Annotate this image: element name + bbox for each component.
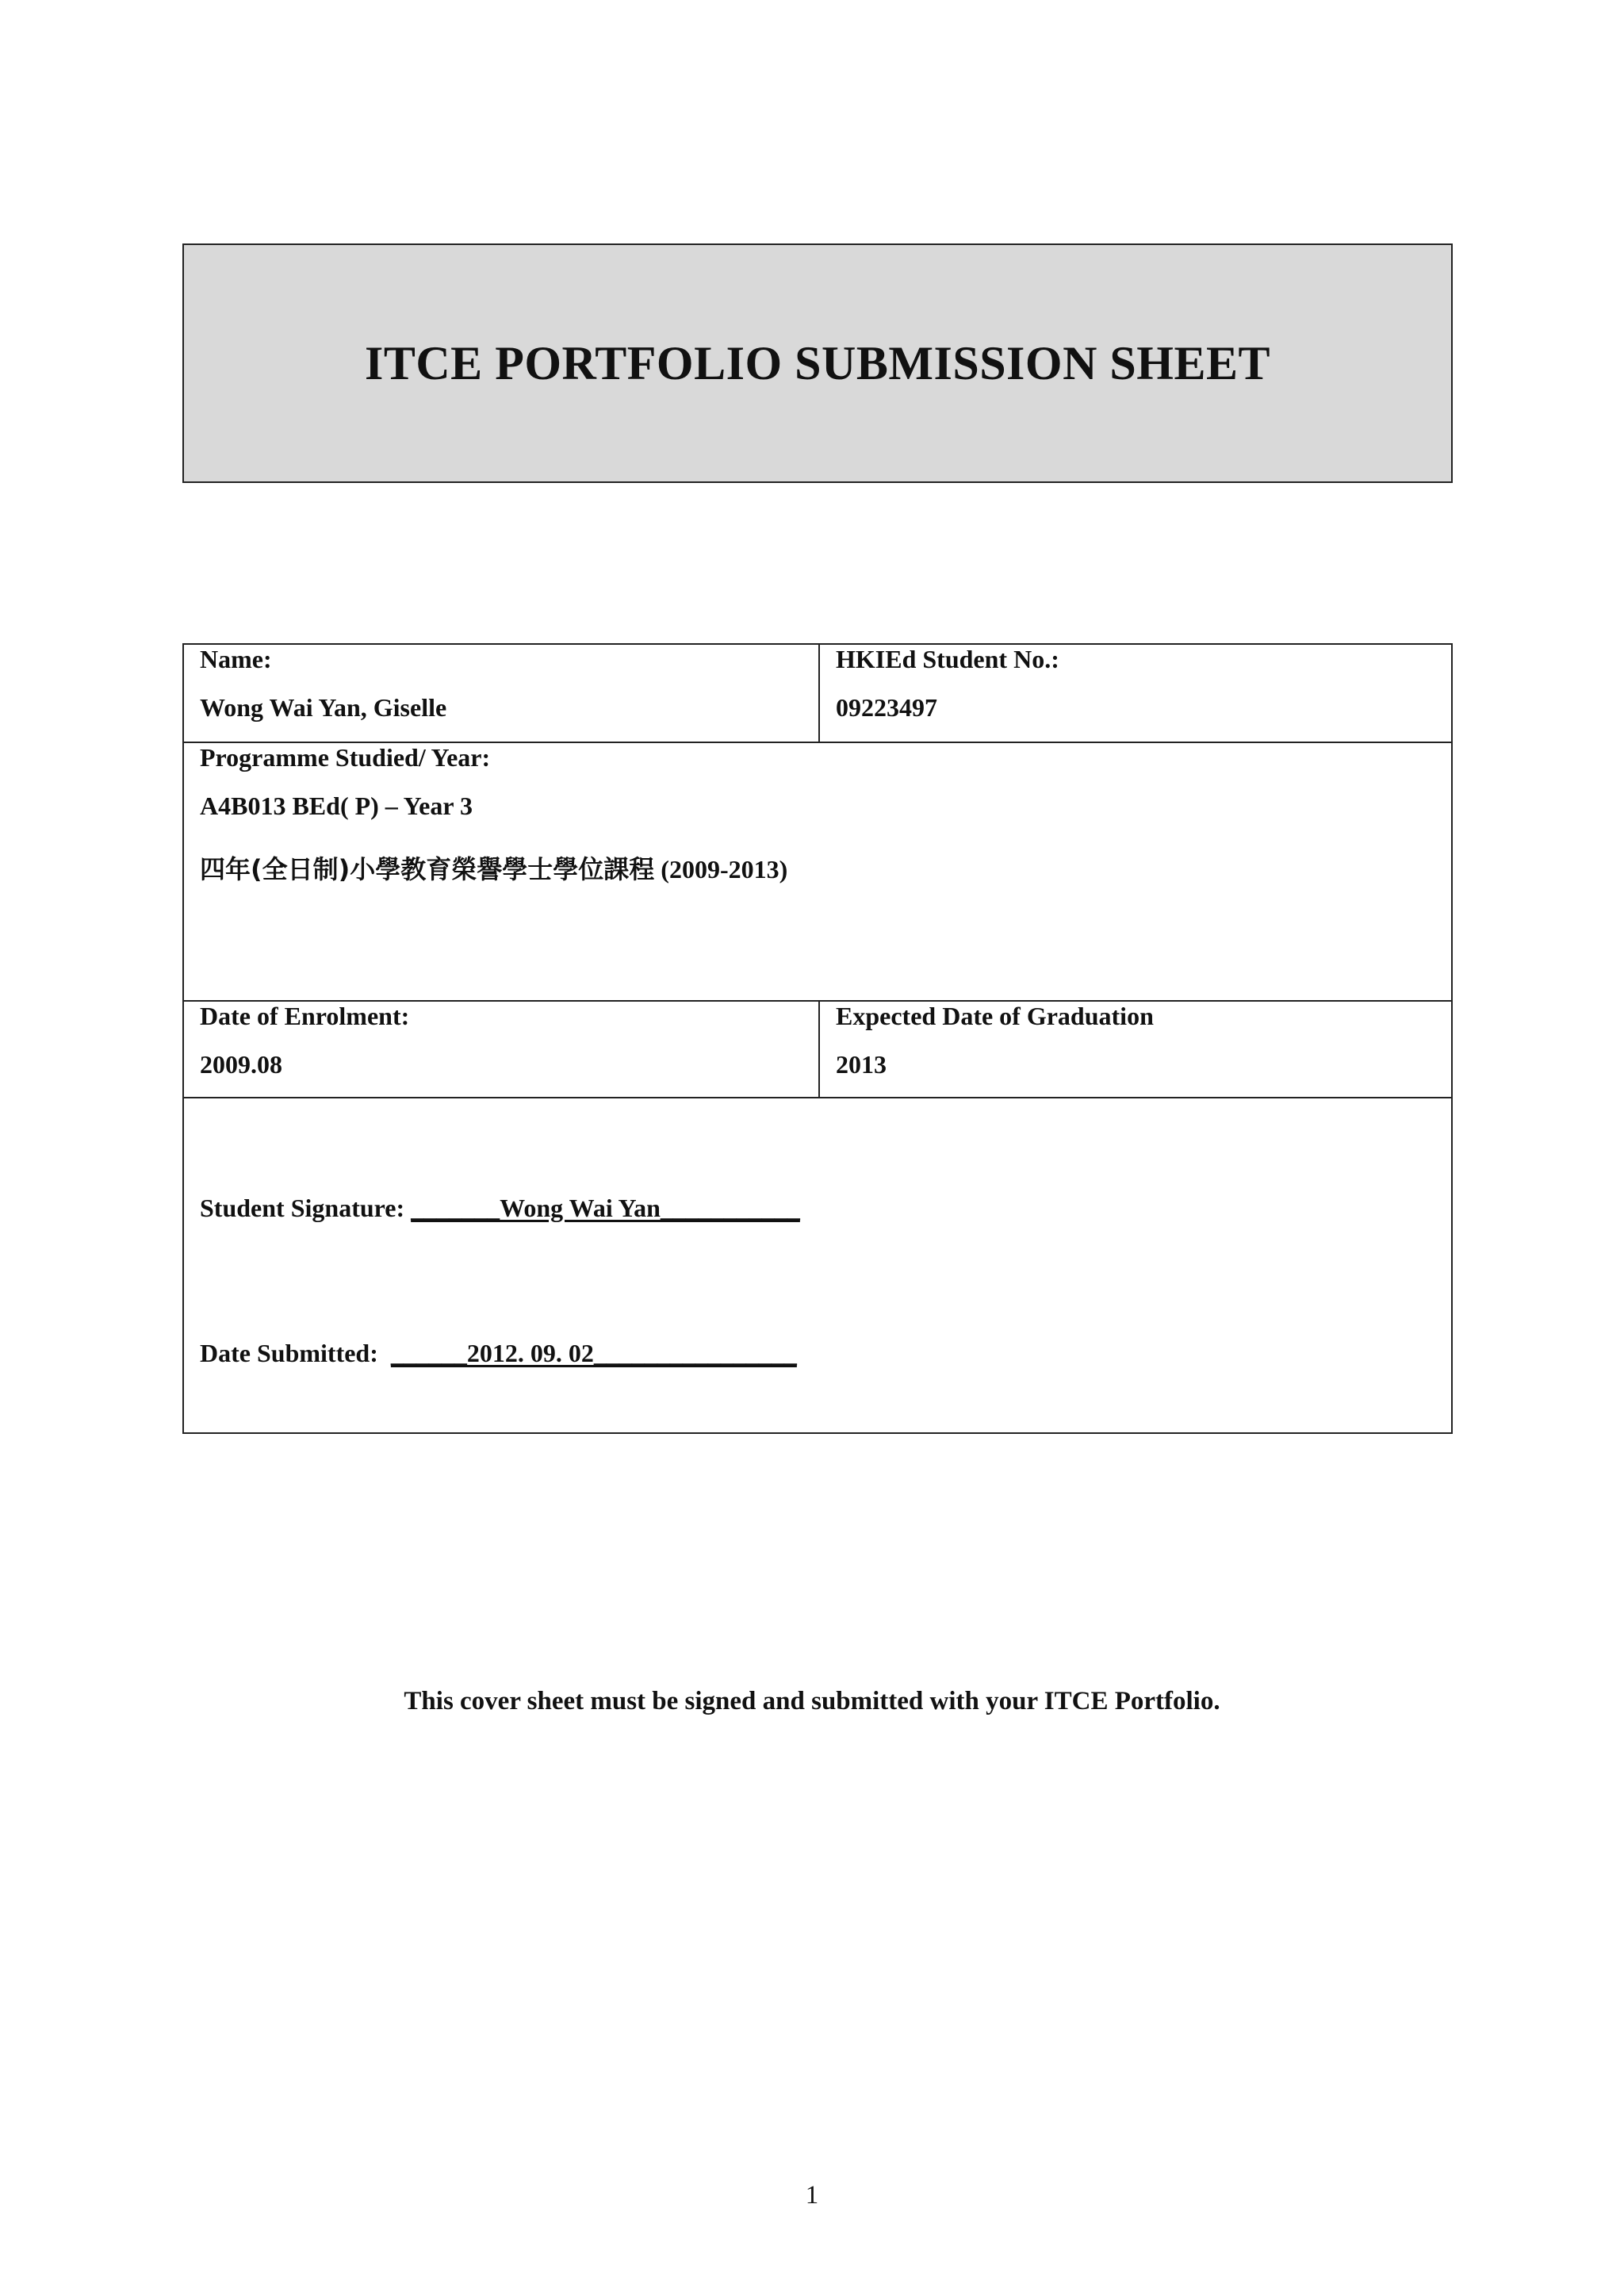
page-title: ITCE PORTFOLIO SUBMISSION SHEET [364,336,1271,389]
programme-cell [184,743,1451,1000]
graduation-label: Expected Date of Graduation [836,1002,1154,1030]
submission-form-table [182,643,1453,1434]
signature-label: Student Signature: [200,1194,412,1222]
signature-line [200,1194,800,1223]
programme-chinese-name [200,849,787,886]
date-submitted-line [200,1339,797,1368]
title-box [182,243,1453,483]
student-no-label: HKIEd Student No.: [836,645,1059,673]
programme-chinese-rest: )小學教育榮譽學士學位課程 [338,854,655,884]
name-value: Wong Wai Yan, Giselle [200,693,447,722]
student-no-value: 09223497 [836,693,937,722]
dates-row [184,1000,1451,1097]
graduation-cell [818,1002,1453,1097]
name-cell [184,645,818,742]
graduation-value: 2013 [836,1050,887,1079]
programme-chinese-prefix: 四年( [200,854,262,884]
student-no-cell [818,645,1453,742]
enrolment-value: 2009.08 [200,1050,282,1079]
signature-cell [184,1098,1451,1434]
programme-label: Programme Studied/ Year: [200,743,491,772]
date-submitted-value: ______2012. 09. 02________________ [390,1339,797,1367]
enrolment-label: Date of Enrolment: [200,1002,410,1030]
programme-code: A4B013 BEd( P) – Year 3 [200,792,473,820]
name-label: Name: [200,645,272,673]
programme-row [184,742,1451,1000]
date-submitted-label: Date Submitted: [200,1339,391,1367]
programme-years: (2009-2013) [654,855,788,884]
enrolment-cell [184,1002,818,1097]
signature-value: _______Wong Wai Yan___________ [411,1194,800,1222]
cover-sheet-note: This cover sheet must be signed and submitted with your ITCE Portfolio. [404,1687,1220,1715]
name-row [184,645,1451,742]
page-number: 1 [805,2181,819,2210]
programme-chinese-mid: 全日制 [262,854,339,884]
signature-row [184,1097,1451,1434]
